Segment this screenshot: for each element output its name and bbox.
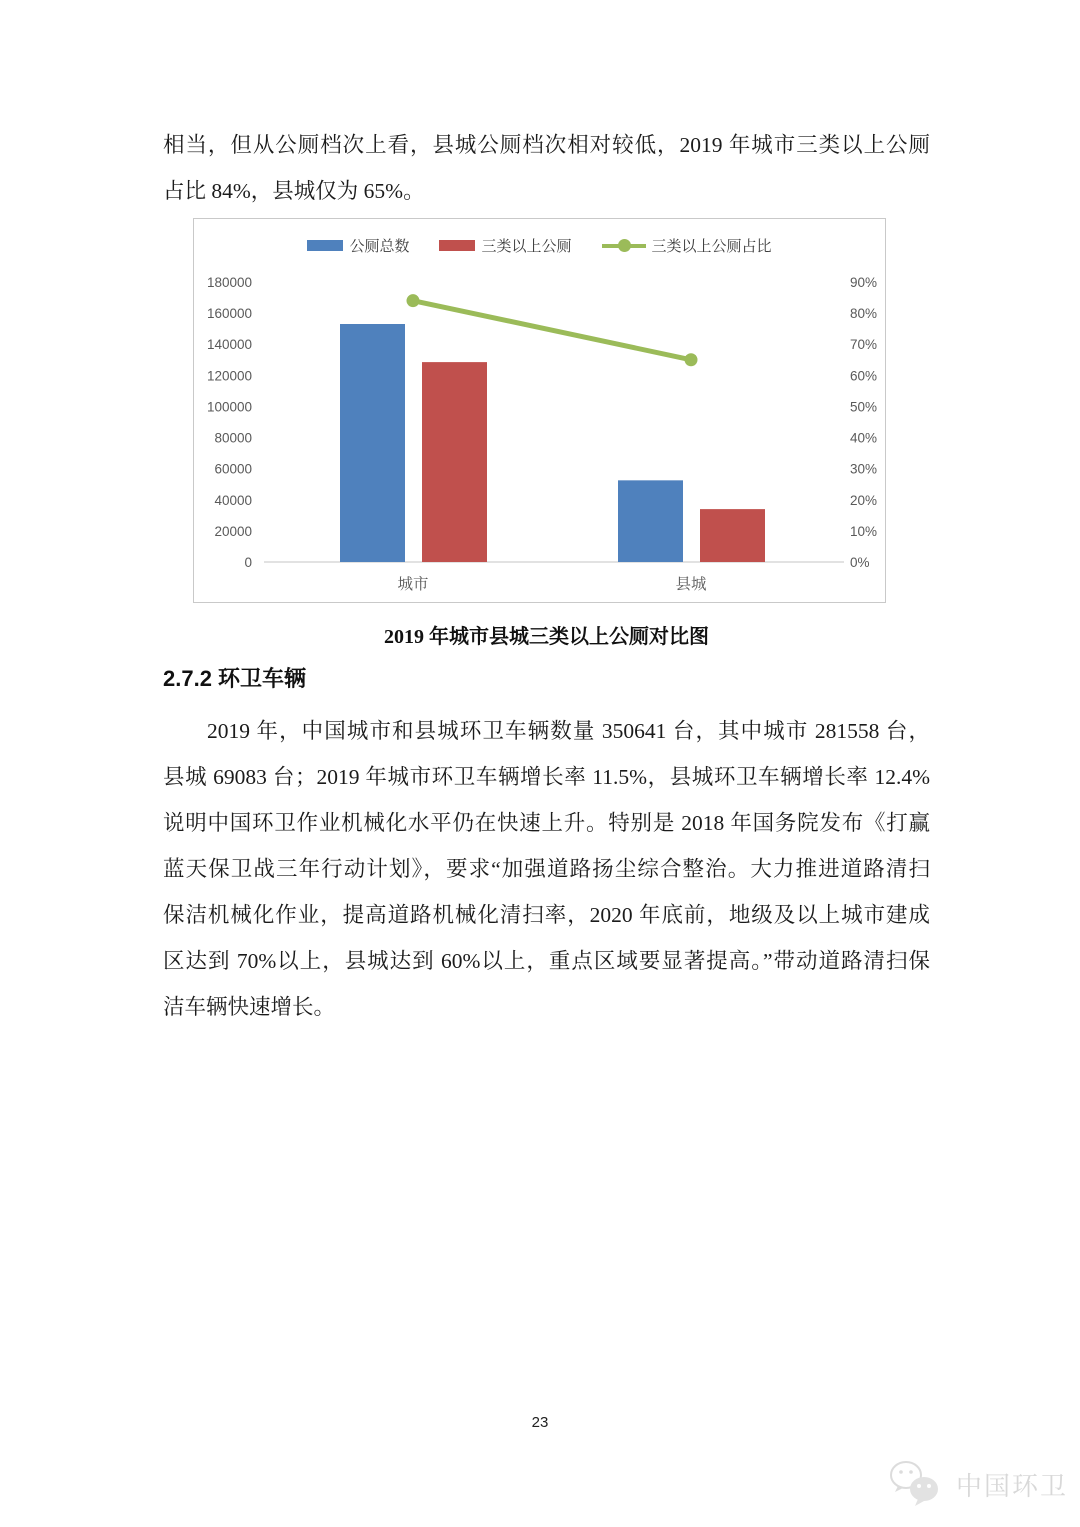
paragraph-line: 2019 年，中国城市和县城环卫车辆数量 350641 台，其中城市 281558 台， — [207, 719, 930, 743]
paragraph-line: 说明中国环卫作业机械化水平仍在快速上升。特别是 2018 年国务院发布《打赢 — [163, 811, 930, 835]
paragraph-line: 占比 84%，县城仅为 65%。 — [163, 179, 425, 203]
svg-text:70%: 70% — [850, 337, 878, 353]
legend-label: 三类以上公厕 — [481, 238, 572, 255]
body-paragraph — [163, 708, 930, 1030]
paragraph-line: 县城 69083 台；2019 年城市环卫车辆增长率 11.5%，县城环卫车辆增长率 12.4% — [163, 765, 930, 789]
paragraph-line: 洁车辆快速增长。 — [163, 995, 336, 1019]
paragraph-line: 保洁机械化作业，提高道路机械化清扫率，2020 年底前，地级及以上城市建成 — [163, 903, 930, 927]
svg-text:50%: 50% — [850, 399, 878, 415]
svg-text:120000: 120000 — [206, 368, 252, 384]
svg-text:0: 0 — [244, 555, 252, 570]
chart-plot-area — [194, 219, 885, 602]
svg-text:30%: 30% — [850, 461, 878, 477]
svg-text:城市: 城市 — [397, 576, 429, 593]
svg-text:40000: 40000 — [214, 492, 252, 508]
intro-paragraph — [163, 122, 930, 214]
svg-text:60000: 60000 — [214, 461, 252, 477]
legend-label: 三类以上公厕占比 — [651, 238, 772, 255]
watermark — [884, 1458, 1068, 1510]
chart-caption: 2019 年城市县城三类以上公厕对比图 — [384, 626, 709, 648]
svg-text:160000: 160000 — [206, 306, 252, 322]
svg-text:40%: 40% — [850, 430, 878, 446]
paragraph-line: 区达到 70%以上，县城达到 60%以上，重点区域要显著提高。”带动道路清扫保 — [163, 949, 930, 973]
svg-text:20000: 20000 — [214, 523, 252, 539]
paragraph-line: 相当，但从公厕档次上看，县城公厕档次相对较低，2019 年城市三类以上公厕 — [163, 133, 930, 157]
combo-chart-figure — [193, 218, 886, 603]
svg-text:60%: 60% — [850, 368, 878, 384]
wechat-logo-icon — [884, 1458, 948, 1510]
svg-text:100000: 100000 — [206, 399, 252, 415]
svg-text:20%: 20% — [850, 492, 878, 508]
svg-text:80%: 80% — [850, 306, 878, 322]
svg-text:140000: 140000 — [206, 337, 252, 353]
svg-text:县城: 县城 — [675, 576, 707, 593]
page-number: 23 — [531, 1414, 549, 1431]
legend-label: 公厕总数 — [349, 238, 410, 255]
svg-text:0%: 0% — [850, 555, 870, 570]
section-heading: 2.7.2 环卫车辆 — [163, 666, 307, 691]
svg-text:80000: 80000 — [214, 430, 252, 446]
svg-text:90%: 90% — [850, 275, 878, 290]
paragraph-line: 蓝天保卫战三年行动计划》，要求“加强道路扬尘综合整治。大力推进道路清扫 — [163, 857, 930, 881]
watermark-label: 中国环卫 — [956, 1470, 1069, 1501]
svg-text:10%: 10% — [850, 523, 878, 539]
svg-text:180000: 180000 — [206, 275, 252, 290]
